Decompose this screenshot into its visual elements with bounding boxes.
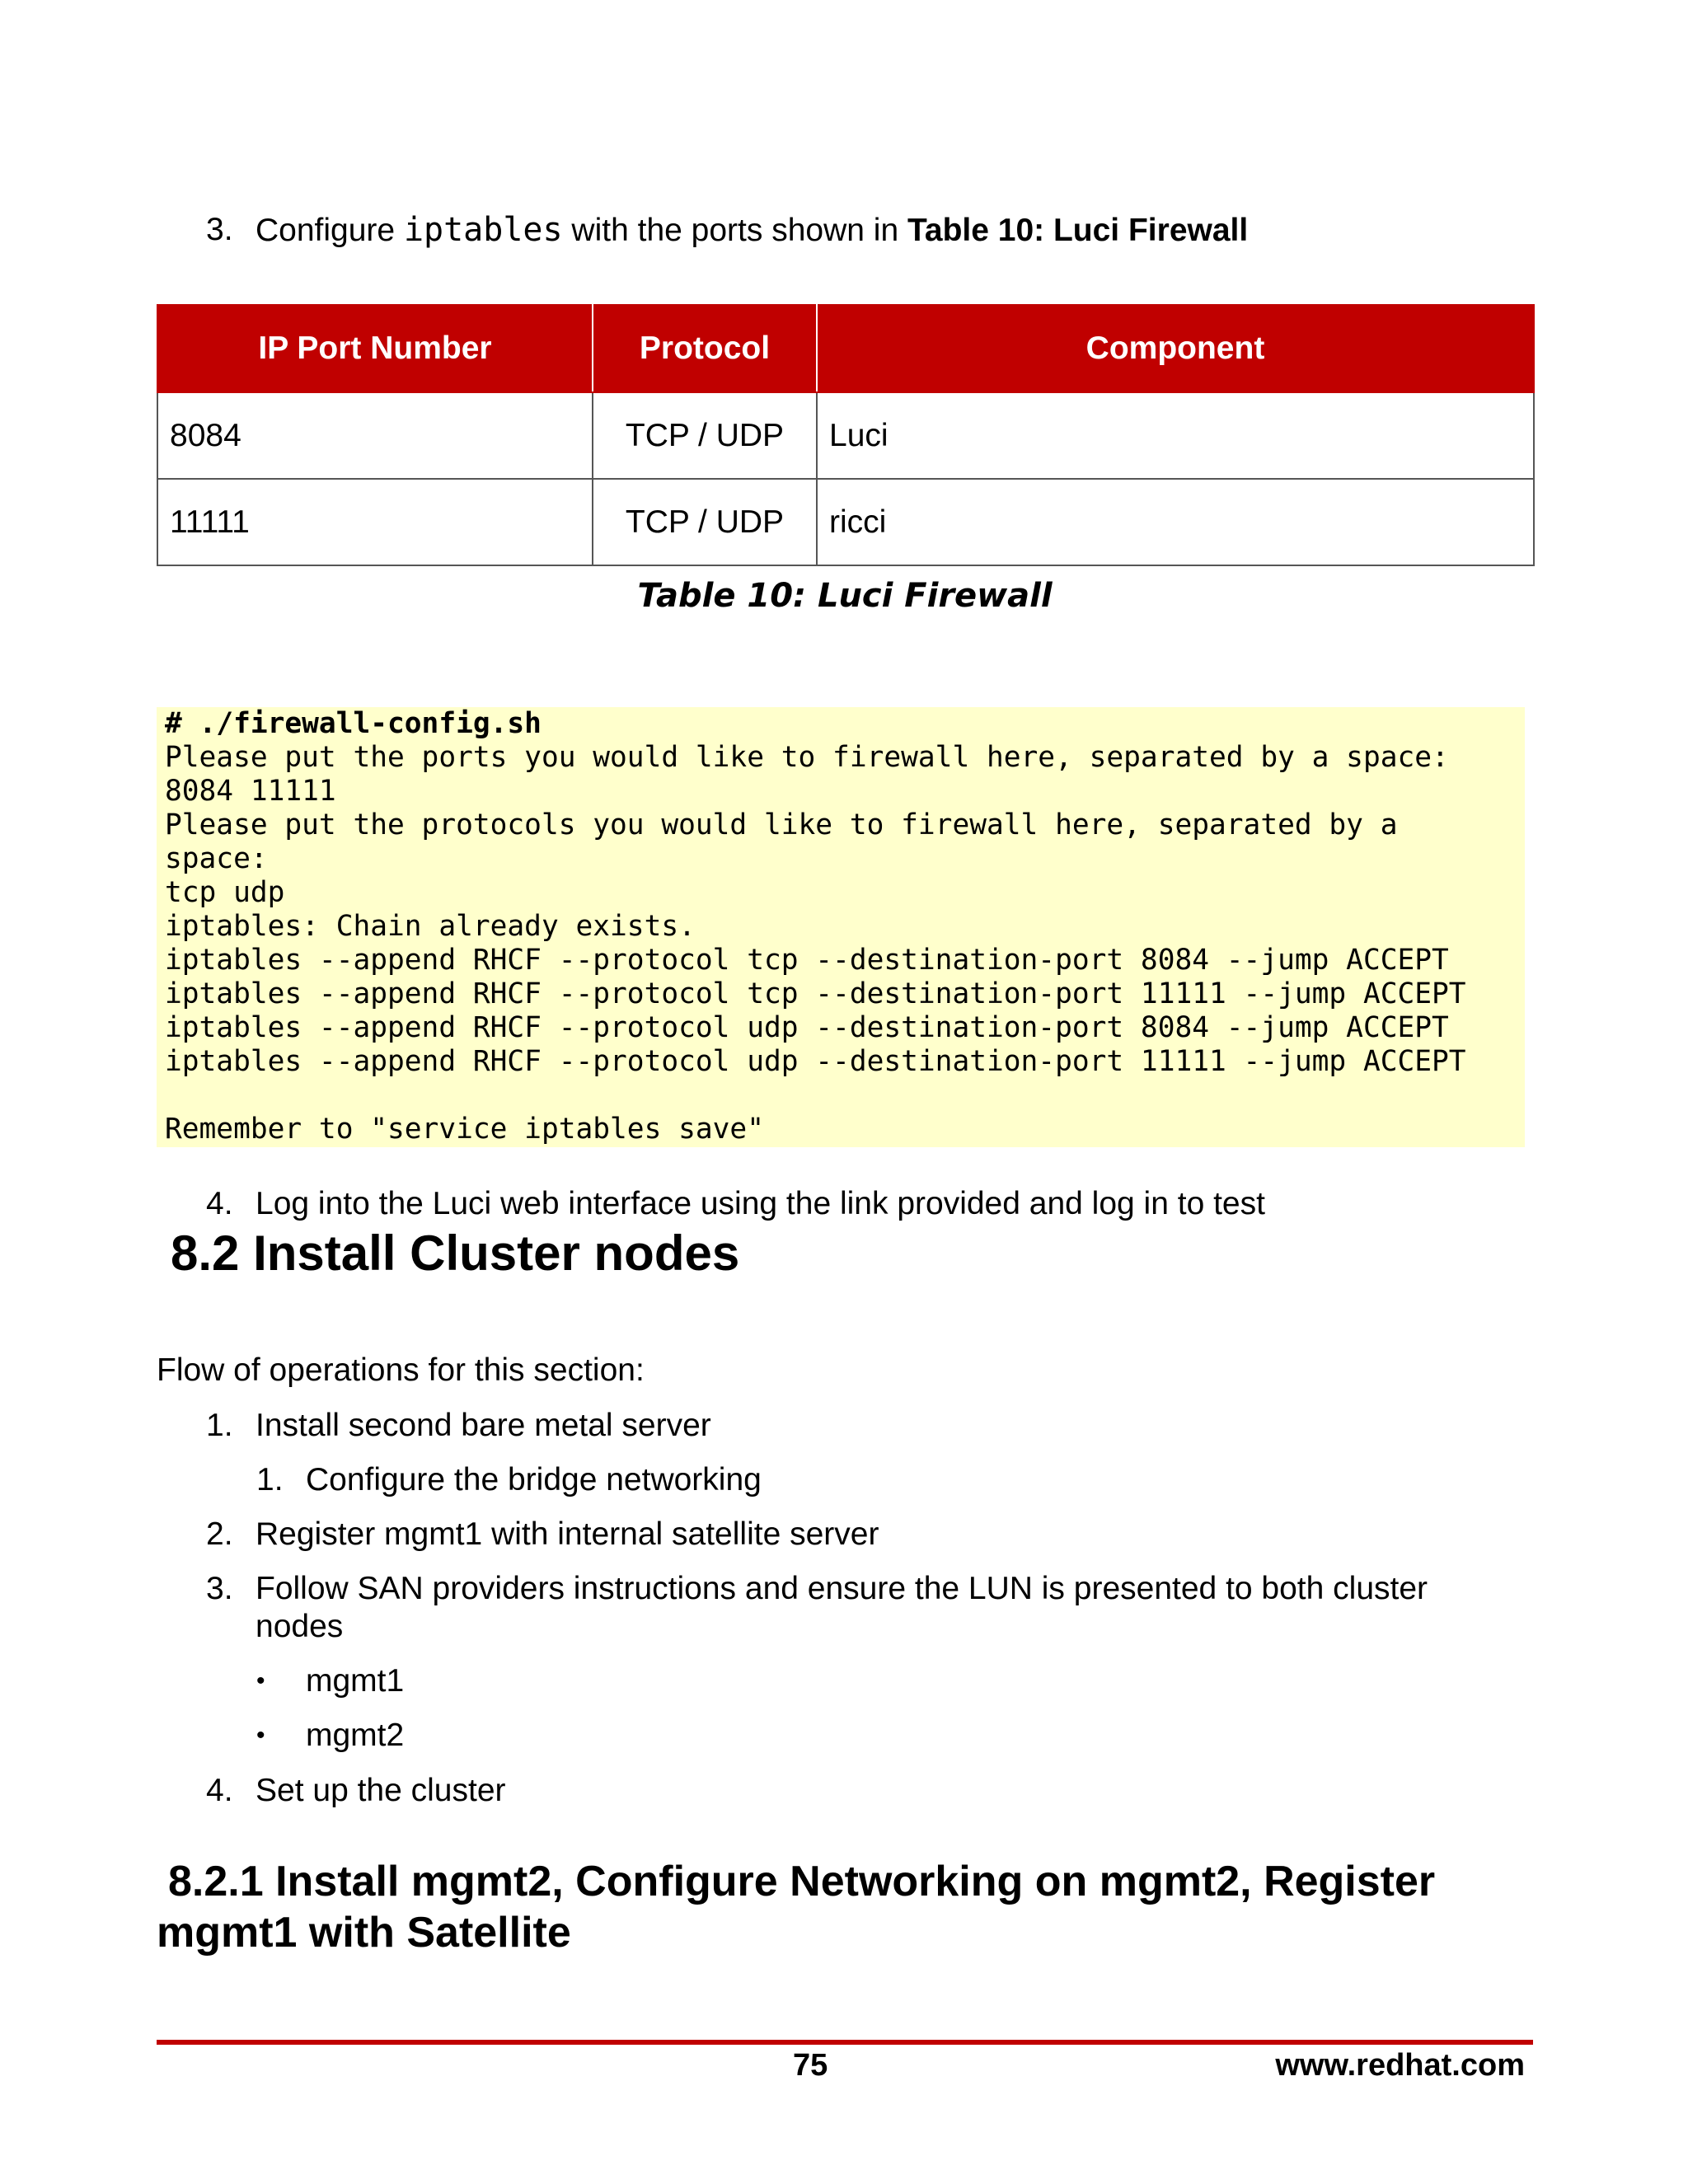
list-text: Register mgmt1 with internal satellite server <box>256 1516 879 1552</box>
footer-divider <box>157 2040 1533 2045</box>
list-text: Configure the bridge networking <box>306 1462 762 1497</box>
cell-protocol: TCP / UDP <box>593 392 817 479</box>
table-row <box>157 479 1534 565</box>
bullet: • <box>256 1722 265 1749</box>
cell-port: 8084 <box>157 392 593 479</box>
code-text <box>165 707 1466 1146</box>
header-protocol: Protocol <box>593 305 817 392</box>
section-intro: Flow of operations for this section: <box>157 1352 645 1388</box>
table-caption: Table 10: Luci Firewall <box>637 577 1053 615</box>
table-header-row <box>157 305 1534 392</box>
luci-firewall-table <box>157 304 1535 566</box>
subsection-heading-text: 8.2.1 Install mgmt2, Configure Networking on mgmt2, Register mgmt1 with Satellite <box>157 1858 1436 1957</box>
subsection-heading <box>157 1856 1558 1958</box>
header-component: Component <box>817 305 1534 392</box>
list-text: mgmt1 <box>306 1663 405 1699</box>
cell-protocol: TCP / UDP <box>593 479 817 565</box>
code-command: # ./firewall-config.sh <box>165 707 542 740</box>
list-text: Install second bare metal server <box>256 1408 711 1443</box>
cell-component: ricci <box>817 479 1534 565</box>
list-text: Set up the cluster <box>256 1773 506 1808</box>
table-row <box>157 392 1534 479</box>
table-reference: Table 10: Luci Firewall <box>907 213 1249 248</box>
list-text: Follow SAN providers instructions and ensure the LUN is presented to both cluster <box>256 1571 1428 1606</box>
cell-port: 11111 <box>157 479 593 565</box>
code-block <box>157 707 1525 1147</box>
step-number: 3. <box>206 212 233 247</box>
page-number: 75 <box>793 2048 828 2083</box>
step-text-mid: with the ports shown in <box>562 213 907 248</box>
list-number: 2. <box>206 1516 233 1552</box>
list-text-continuation: nodes <box>256 1609 344 1644</box>
footer-website: www.redhat.com <box>1275 2048 1525 2083</box>
step-text-pre: Configure <box>256 213 404 248</box>
list-number: 1. <box>256 1462 284 1497</box>
header-ip-port: IP Port Number <box>157 305 593 392</box>
inline-code: iptables <box>403 211 563 249</box>
step-text: Log into the Luci web interface using the link provided and log in to test <box>256 1186 1265 1221</box>
cell-component: Luci <box>817 392 1534 479</box>
section-heading: 8.2 Install Cluster nodes <box>171 1226 740 1281</box>
list-number: 1. <box>206 1408 233 1443</box>
code-output: Please put the ports you would like to firewall here, separated by a space: 8084 11111 Please put the protocols you would like to firewall here, separated by a space: tcp udp iptables: Chain already exists. iptables --append RHCF --protocol tcp --destination-port 8084 --jump ACCEPT iptables --append RHCF --protocol tcp --destination-port 11111 --jump ACCEPT iptables --append RHCF --protocol udp --destination-port 8084 --jump ACCEPT iptables --append RHCF --protocol udp --destination-port 11111 --jump ACCEPT Remember to "service iptables save" <box>165 741 1466 1146</box>
step-text <box>256 211 1248 250</box>
step-number: 4. <box>206 1186 233 1221</box>
list-text: mgmt2 <box>306 1718 405 1753</box>
list-number: 3. <box>206 1571 233 1606</box>
list-number: 4. <box>206 1773 233 1808</box>
bullet: • <box>256 1667 265 1694</box>
